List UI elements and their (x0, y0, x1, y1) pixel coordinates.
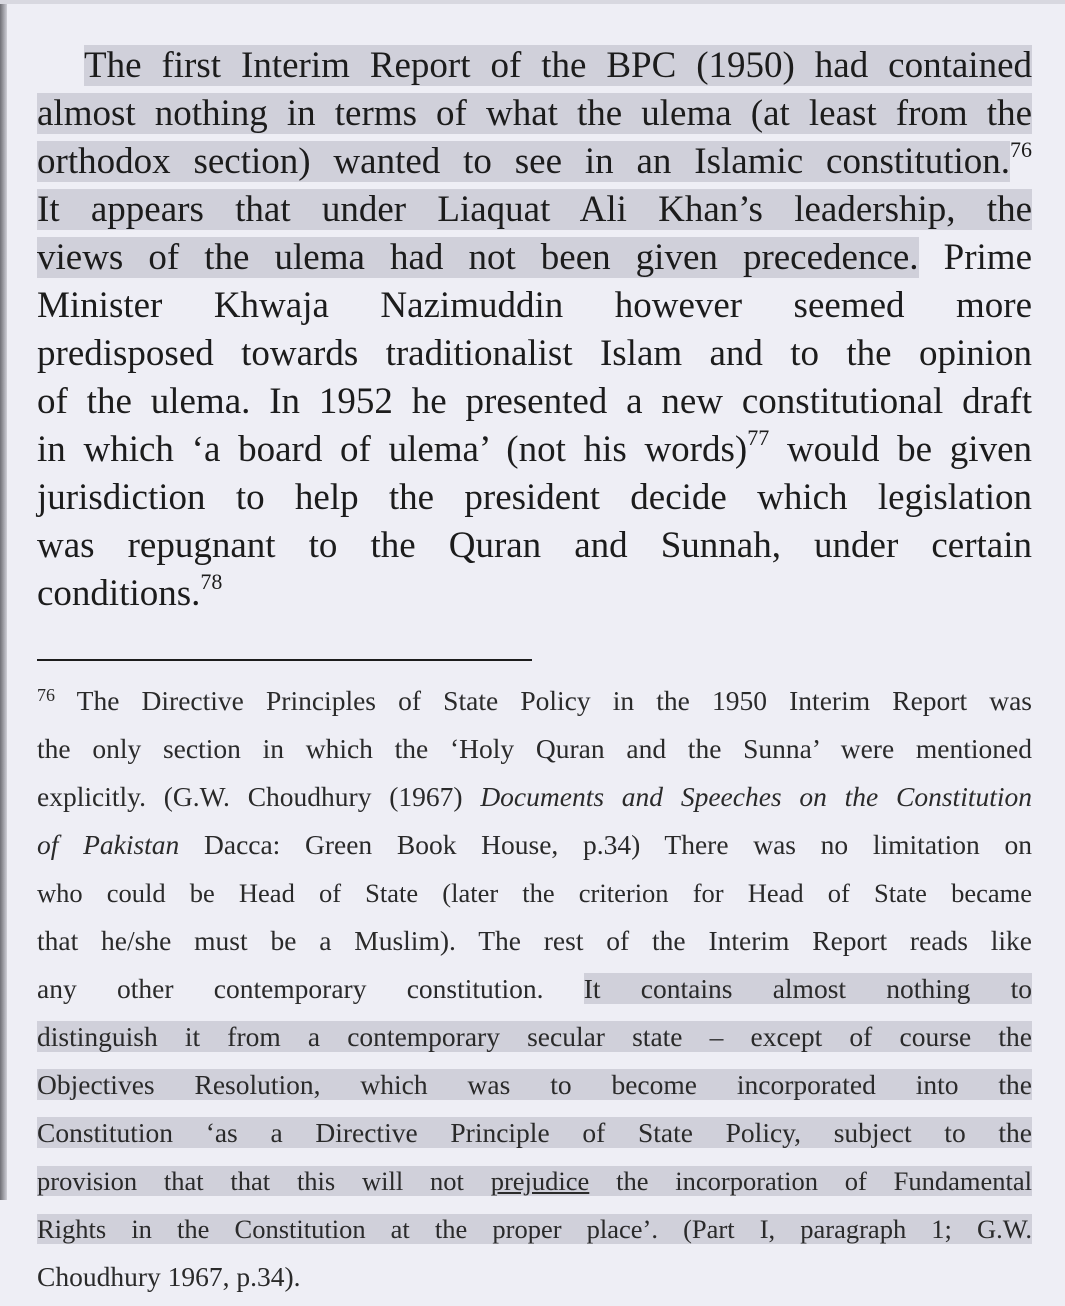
text-line: almost nothing in terms of what the ulema (at least from the (37, 93, 1032, 134)
text-line: Minister Khwaja Nazimuddin however seemed more (37, 285, 1032, 326)
footnote-line: who could be Head of State (later the criterion for Head of State became (37, 878, 1032, 908)
footnote-line: provision that that this will not prejudice the incorporation of Fundamental (37, 1166, 1033, 1196)
footnote-line: Choudhury 1967, p.34). (37, 1261, 301, 1292)
main-paragraph (37, 42, 1032, 618)
footnote-line: Rights in the Constitution at the proper place’. (Part I, paragraph 1; G.W. (37, 1214, 1032, 1244)
footnote-ref-77[interactable]: 77 (747, 425, 770, 450)
footnote-line: Objectives Resolution, which was to become incorporated into the (37, 1069, 1032, 1100)
footnote-line: that he/she must be a Muslim). The rest of the Interim Report reads like (37, 925, 1032, 956)
footnote-ref-76[interactable]: 76 (1010, 137, 1032, 162)
footnote-line: $^{76}$ The Directive Principles of State Policy in the 1950 Interim Report was (37, 685, 1032, 716)
text-line: jurisdiction to help the president decide which legislation (37, 477, 1032, 518)
footnote-ref-78[interactable]: 78 (200, 569, 223, 594)
footnote-line: any other contemporary constitution. It contains almost nothing to (37, 973, 1032, 1004)
page-shadow-edge (0, 0, 7, 1200)
text-line: in which ‘a board of ulema’ (not his words)$^{77}$ would be given (37, 425, 1032, 470)
text-line: of the ulema. In 1952 he presented a new constitutional draft (37, 381, 1032, 422)
footnote-76 (37, 682, 1032, 1306)
text-line: orthodox section) wanted to see in an Islamic constitution.$^{76}$ (37, 137, 1032, 182)
footnote-divider (37, 659, 532, 661)
footnote-line: of Pakistan Dacca: Green Book House, p.34) There was no limitation on (37, 829, 1032, 860)
text-line: views of the ulema had not been given precedence. Prime (37, 237, 1032, 278)
footnote-line: distinguish it from a contemporary secular state – except of course the (37, 1021, 1032, 1052)
text-line: The first Interim Report of the BPC (1950) had contained (84, 45, 1032, 86)
text-line: conditions.$^{78}$ (37, 569, 223, 614)
footnote-number: 76 (37, 685, 55, 705)
footnote-line: explicitly. (G.W. Choudhury (1967) Documents and Speeches on the Constitution (37, 781, 1033, 812)
footnote-line: Constitution ‘as a Directive Principle of State Policy, subject to the (37, 1117, 1032, 1148)
page-top-edge (0, 0, 1065, 4)
text-line: was repugnant to the Quran and Sunnah, under certain (37, 525, 1032, 566)
text-line: It appears that under Liaquat Ali Khan’s leadership, the (37, 189, 1032, 230)
footnote-line: the only section in which the ‘Holy Quran and the Sunna’ were mentioned (37, 733, 1032, 764)
text-line: predisposed towards traditionalist Islam and to the opinion (37, 333, 1032, 374)
